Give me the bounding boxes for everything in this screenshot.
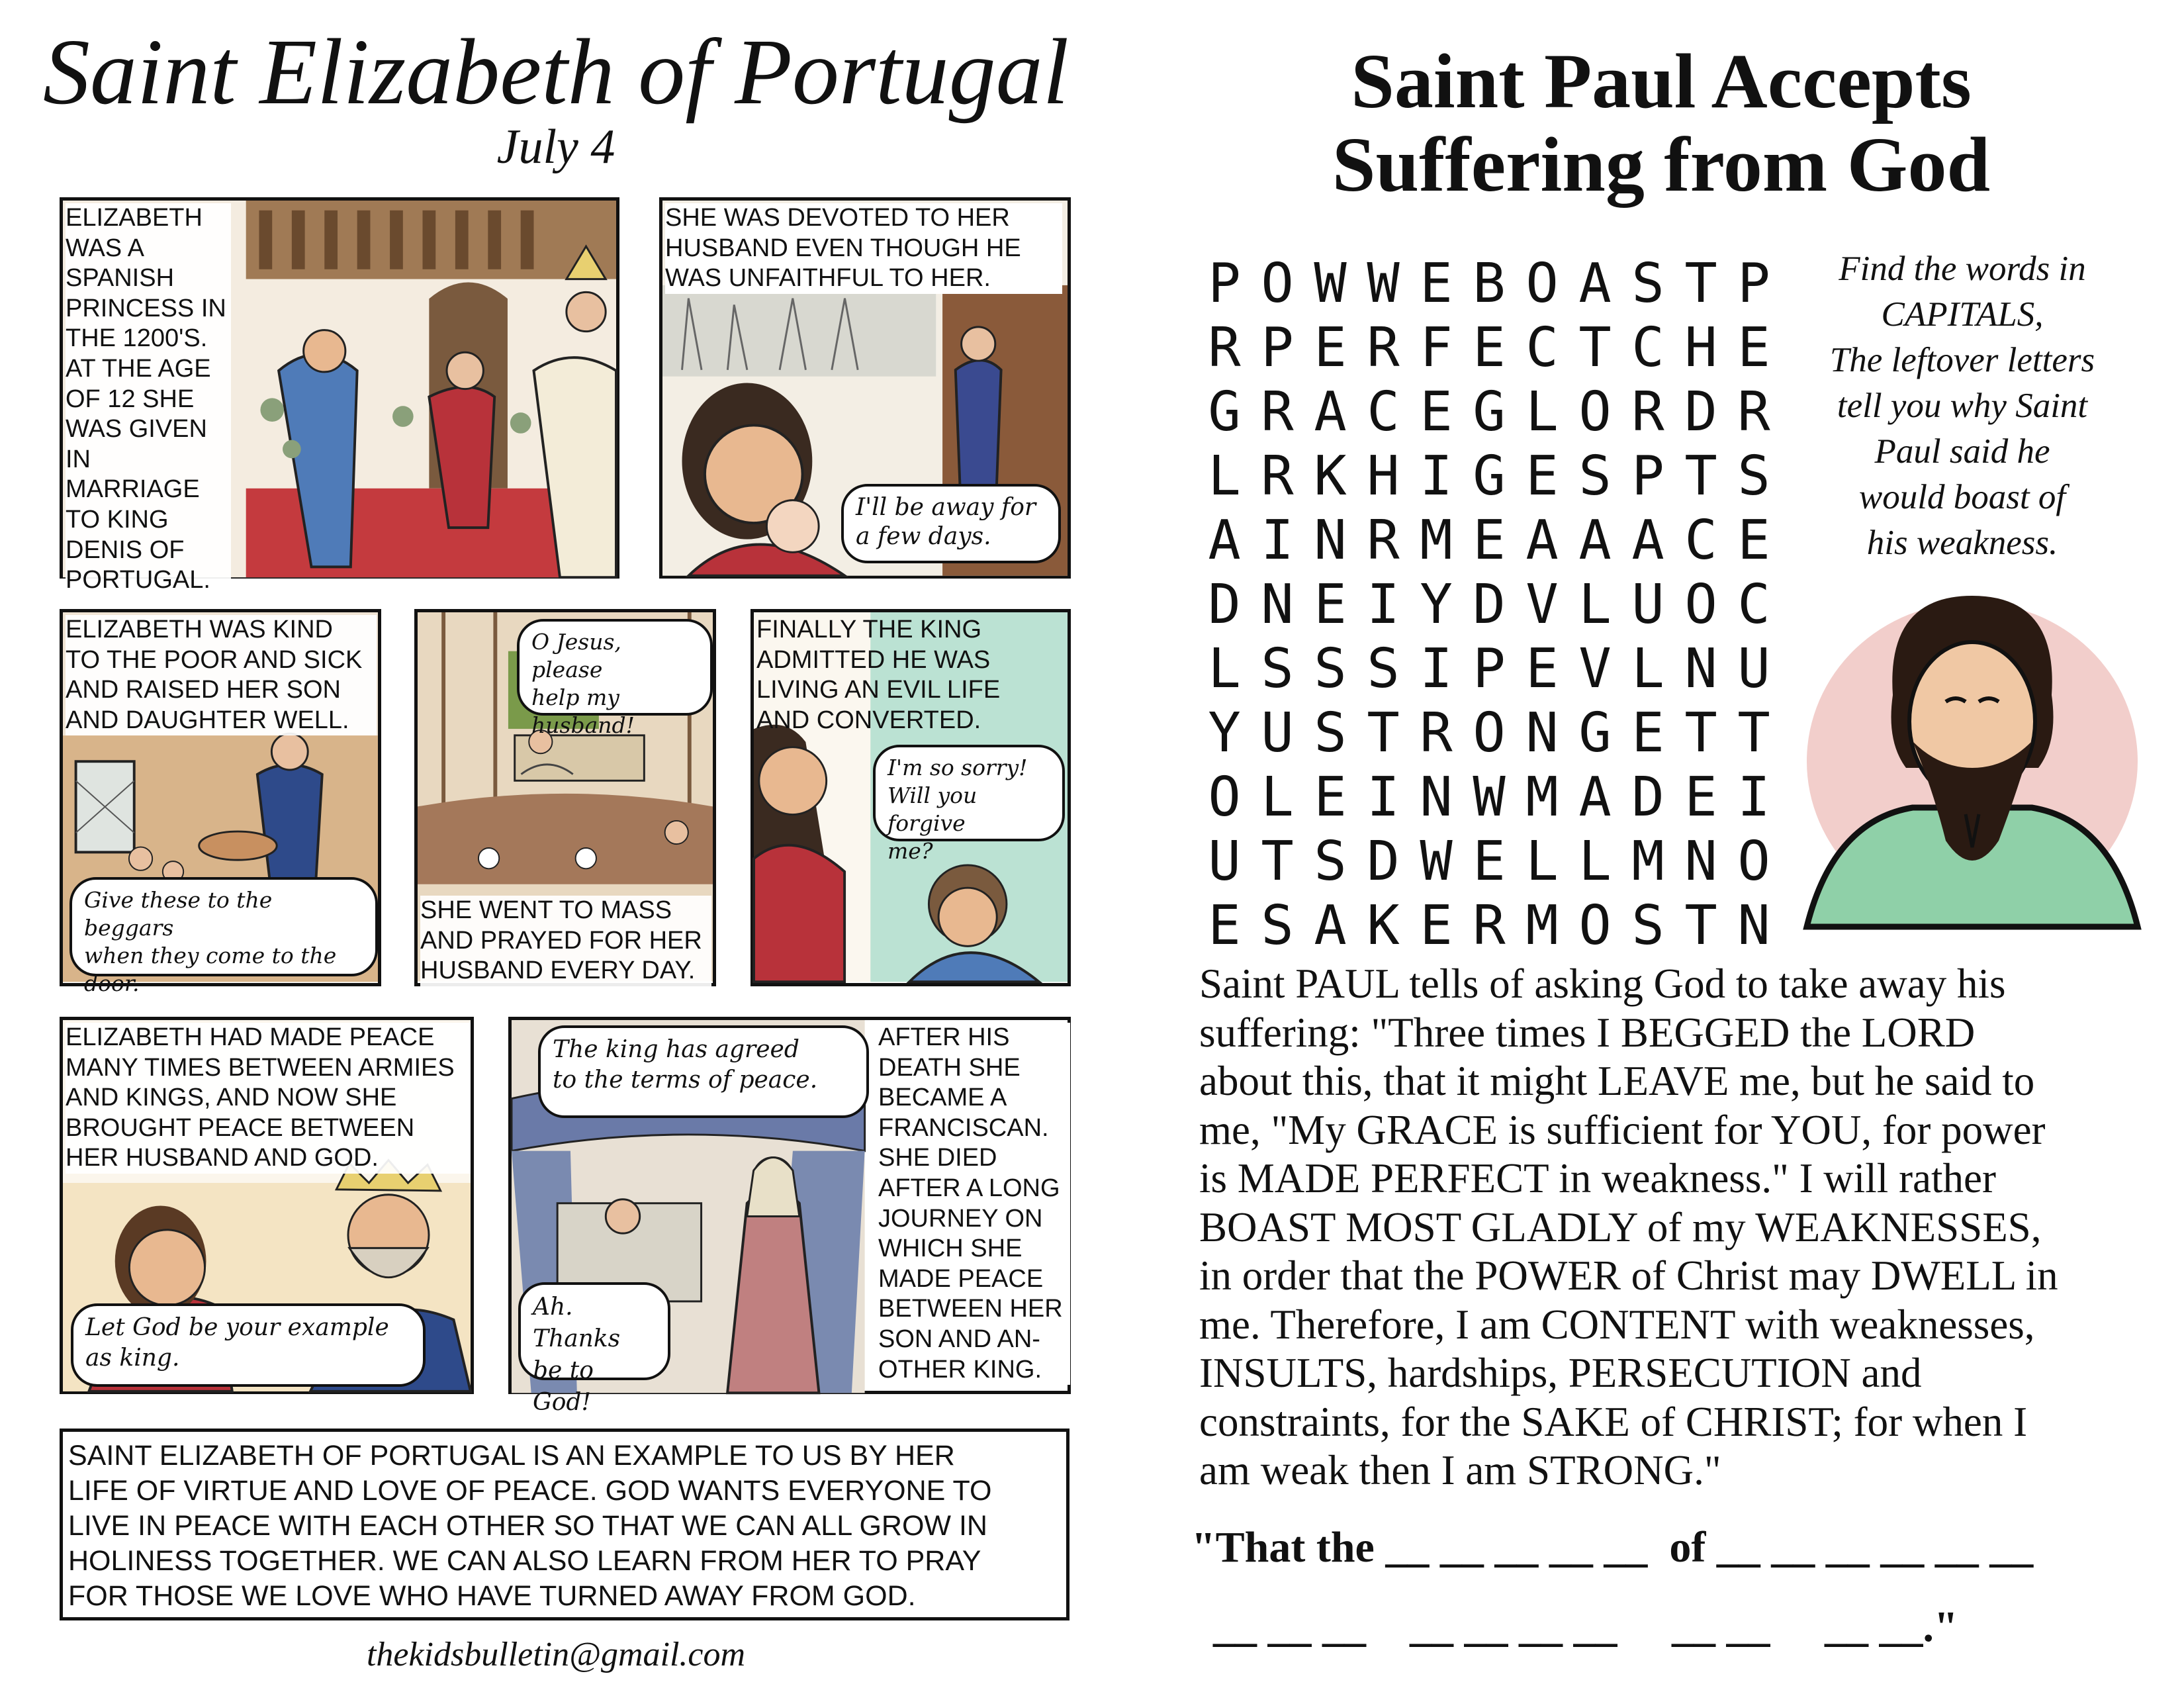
- word-search-letter[interactable]: I: [1420, 637, 1453, 700]
- word-search-letter[interactable]: N: [1420, 766, 1453, 829]
- word-search-letter[interactable]: I: [1367, 573, 1400, 636]
- word-search-letter[interactable]: D: [1631, 766, 1664, 829]
- word-search-letter[interactable]: O: [1684, 573, 1717, 636]
- word-search-letter[interactable]: T: [1684, 702, 1717, 765]
- word-search-letter[interactable]: E: [1684, 766, 1717, 829]
- word-search-letter[interactable]: E: [1473, 316, 1506, 379]
- panel-3-caption: ELIZABETH WAS KIND TO THE POOR AND SICK AND RAISED HER SON AND DAUGHTER WELL.: [66, 615, 377, 735]
- word-search-row: [1198, 701, 1780, 765]
- word-search-letter[interactable]: W: [1420, 830, 1453, 893]
- word-search-letter[interactable]: O: [1473, 702, 1506, 765]
- word-search-letter[interactable]: G: [1208, 381, 1241, 444]
- word-search-letter[interactable]: C: [1525, 316, 1559, 379]
- word-search-letter[interactable]: A: [1314, 381, 1347, 444]
- word-search-letter[interactable]: K: [1314, 445, 1347, 508]
- word-search-letter[interactable]: C: [1631, 316, 1664, 379]
- word-search-letter[interactable]: A: [1208, 509, 1241, 572]
- word-search-row: [1198, 829, 1780, 894]
- word-search-letter[interactable]: S: [1261, 637, 1294, 700]
- word-search-letter[interactable]: E: [1473, 509, 1506, 572]
- word-search-letter[interactable]: B: [1473, 252, 1506, 315]
- word-search-letter[interactable]: W: [1473, 766, 1506, 829]
- comic-panel-4: [414, 609, 716, 986]
- panel-3-speech-bubble: Give these to the beggars when they come to the door.: [69, 877, 378, 976]
- comic-panel-5: [751, 609, 1071, 986]
- word-search-row: [1198, 573, 1780, 637]
- comic-panel-3: [60, 609, 381, 996]
- word-search-instructions: Find the words in CAPITALS, The leftover letters tell you why Saint Paul said he would boast of his weakness.: [1829, 250, 2095, 562]
- word-search-letter[interactable]: O: [1737, 830, 1770, 893]
- word-search-letter[interactable]: G: [1473, 381, 1506, 444]
- word-search-letter[interactable]: N: [1261, 573, 1294, 636]
- panel-1-caption: ELIZABETH WAS A SPANISH PRINCESS IN THE 1200'S. AT THE AGE OF 12 SHE WAS GIVEN IN MARRIAGE TO KING DENIS OF PORTUGAL.: [66, 203, 231, 596]
- word-search-letter[interactable]: S: [1314, 702, 1347, 765]
- word-search-letter[interactable]: D: [1684, 381, 1717, 444]
- word-search-letter[interactable]: T: [1737, 702, 1770, 765]
- word-search-letter[interactable]: T: [1578, 316, 1612, 379]
- word-search-letter[interactable]: N: [1737, 894, 1770, 957]
- word-search-letter[interactable]: A: [1631, 509, 1664, 572]
- word-search-letter[interactable]: R: [1420, 702, 1453, 765]
- word-search-letter[interactable]: S: [1631, 894, 1664, 957]
- word-search-letter[interactable]: R: [1631, 381, 1664, 444]
- scripture-passage: Saint PAUL tells of asking God to take away his suffering: "Three times I BEGGED the LORD about this, that it might LEAVE me, but he said to me, "My GRACE is sufficient for YOU, for power is MADE PERFECT in weakness." I will rather BOAST MOST GLADLY of my WEAKNESSES, in order that the POWER of Christ may DWELL in me. Therefore, I am CONTENT with weaknesses, INSULTS, hardships, PERSECUTION and constraints, for the SAKE of CHRIST; for when I am weak then I am STRONG.": [1199, 961, 2058, 1493]
- word-search-letter[interactable]: O: [1578, 381, 1612, 444]
- word-search-letter[interactable]: V: [1525, 573, 1559, 636]
- page-title: Saint Elizabeth of Portugal: [42, 19, 1069, 124]
- word-search-letter[interactable]: S: [1314, 830, 1347, 893]
- word-search-letter[interactable]: F: [1420, 316, 1453, 379]
- word-search-letter[interactable]: L: [1525, 830, 1559, 893]
- word-search-letter[interactable]: W: [1367, 252, 1400, 315]
- word-search-letter[interactable]: N: [1684, 637, 1717, 700]
- word-search-letter[interactable]: C: [1367, 381, 1400, 444]
- word-search-letter[interactable]: R: [1261, 445, 1294, 508]
- word-search-letter[interactable]: L: [1261, 766, 1294, 829]
- word-search-letter[interactable]: E: [1525, 637, 1559, 700]
- panel-4-speech-bubble: O Jesus, please help my husband!: [517, 619, 713, 716]
- word-search-letter[interactable]: T: [1367, 702, 1400, 765]
- activity-title-line-1: Saint Paul Accepts: [1351, 38, 1972, 124]
- word-search-letter[interactable]: S: [1578, 445, 1612, 508]
- word-search-row: [1198, 765, 1780, 829]
- word-search-row: [1198, 380, 1780, 444]
- word-search-letter[interactable]: A: [1578, 766, 1612, 829]
- word-search-letter[interactable]: T: [1684, 894, 1717, 957]
- word-search-letter[interactable]: A: [1525, 509, 1559, 572]
- word-search-letter[interactable]: O: [1261, 252, 1294, 315]
- word-search-letter[interactable]: E: [1737, 316, 1770, 379]
- word-search-letter[interactable]: E: [1631, 702, 1664, 765]
- word-search-letter[interactable]: O: [1208, 766, 1241, 829]
- word-search-letter[interactable]: N: [1684, 830, 1717, 893]
- word-search-letter[interactable]: E: [1314, 316, 1347, 379]
- word-search-letter[interactable]: R: [1367, 509, 1400, 572]
- word-search-letter[interactable]: U: [1631, 573, 1664, 636]
- word-search-letter[interactable]: C: [1684, 509, 1717, 572]
- answer-blanks-line-1: "That the __ __ __ __ __ of __ __ __ __ __ __: [1191, 1523, 2034, 1571]
- comic-panel-1: [60, 197, 619, 594]
- word-search-letter[interactable]: V: [1578, 637, 1612, 700]
- word-search-letter[interactable]: P: [1631, 445, 1664, 508]
- panel-4-caption: SHE WENT TO MASS AND PRAYED FOR HER HUSBAND EVERY DAY.: [420, 896, 711, 986]
- word-search-letter[interactable]: G: [1578, 702, 1612, 765]
- word-search-letter[interactable]: T: [1261, 830, 1294, 893]
- panel-6-caption: ELIZABETH HAD MADE PEACE MANY TIMES BETWEEN ARMIES AND KINGS, AND NOW SHE BROUGHT PEACE BETWEEN HER HUSBAND AND GOD.: [66, 1023, 471, 1174]
- word-search-letter[interactable]: E: [1473, 830, 1506, 893]
- word-search-letter[interactable]: O: [1525, 252, 1559, 315]
- word-search-letter[interactable]: Y: [1420, 573, 1453, 636]
- feast-date: July 4: [496, 120, 615, 174]
- activity-title: [1178, 40, 2144, 207]
- word-search-letter[interactable]: M: [1525, 894, 1559, 957]
- word-search-letter[interactable]: I: [1737, 766, 1770, 829]
- word-search-letter[interactable]: I: [1367, 766, 1400, 829]
- panel-5-caption: FINALLY THE KING ADMITTED HE WAS LIVING AN EVIL LIFE AND CONVERTED.: [756, 616, 1001, 734]
- word-search-letter[interactable]: N: [1314, 509, 1347, 572]
- panel-7-caption: AFTER HIS DEATH SHE BECAME A FRANCISCAN. SHE DIED AFTER A LONG JOURNEY ON WHICH SHE MADE PEACE BETWEEN HER SON AND AN- OTHER KING.: [878, 1023, 1070, 1385]
- comic-panel-7: [508, 1017, 1071, 1416]
- word-search-letter[interactable]: L: [1578, 830, 1612, 893]
- word-search-row: [1198, 508, 1780, 573]
- word-search-letter[interactable]: P: [1208, 252, 1241, 315]
- word-search-letter[interactable]: E: [1208, 894, 1241, 957]
- word-search-letter[interactable]: D: [1208, 573, 1241, 636]
- word-search-letter[interactable]: U: [1261, 702, 1294, 765]
- word-search-letter[interactable]: L: [1208, 637, 1241, 700]
- word-search-letter[interactable]: I: [1261, 509, 1294, 572]
- saint-paul-portrait: [1780, 569, 2151, 940]
- panel-7-speech-bubble-king: The king has agreed to the terms of peace.: [538, 1025, 869, 1118]
- word-search-letter[interactable]: W: [1314, 252, 1347, 315]
- word-search-letter[interactable]: E: [1420, 252, 1453, 315]
- panel-7-speech-bubble-elizabeth: Ah. Thanks be to God!: [518, 1282, 670, 1380]
- word-search-letter[interactable]: R: [1367, 316, 1400, 379]
- word-search-letter[interactable]: E: [1420, 381, 1453, 444]
- word-search-row: [1198, 252, 1780, 316]
- comic-panel-2: [659, 197, 1071, 579]
- word-search-letter[interactable]: A: [1578, 509, 1612, 572]
- word-search-letter[interactable]: T: [1684, 445, 1717, 508]
- word-search-letter[interactable]: A: [1314, 894, 1347, 957]
- word-search-letter[interactable]: U: [1208, 830, 1241, 893]
- word-search-letter[interactable]: N: [1525, 702, 1559, 765]
- word-search-letter[interactable]: S: [1261, 894, 1294, 957]
- word-search-letter[interactable]: T: [1684, 252, 1717, 315]
- word-search-letter[interactable]: R: [1737, 381, 1770, 444]
- word-search-letter[interactable]: R: [1473, 894, 1506, 957]
- word-search-letter[interactable]: A: [1578, 252, 1612, 315]
- answer-blanks-line-2: __ __ __ __ __ __ __ __ __ __ __.": [1191, 1603, 1958, 1651]
- word-search-letter[interactable]: L: [1525, 381, 1559, 444]
- word-search-letter[interactable]: G: [1473, 445, 1506, 508]
- word-search-letter[interactable]: M: [1420, 509, 1453, 572]
- word-search-letter[interactable]: L: [1631, 637, 1664, 700]
- word-search-letter[interactable]: H: [1367, 445, 1400, 508]
- word-search-letter[interactable]: H: [1684, 316, 1717, 379]
- panel-2-speech-bubble: I'll be away for a few days.: [841, 484, 1061, 563]
- word-search-letter[interactable]: L: [1208, 445, 1241, 508]
- word-search-letter[interactable]: L: [1578, 573, 1612, 636]
- word-search-letter[interactable]: R: [1261, 381, 1294, 444]
- panel-5-speech-bubble: I'm so sorry! Will you forgive me?: [873, 745, 1065, 841]
- panel-6-speech-bubble: Let God be your example as king.: [71, 1303, 426, 1387]
- word-search-letter[interactable]: E: [1737, 509, 1770, 572]
- word-search-letter[interactable]: P: [1261, 316, 1294, 379]
- word-search-letter[interactable]: D: [1473, 573, 1506, 636]
- word-search-letter[interactable]: E: [1314, 766, 1347, 829]
- word-search-row: [1198, 637, 1780, 701]
- panel-2-caption: SHE WAS DEVOTED TO HER HUSBAND EVEN THOUGH HE WAS UNFAITHFUL TO HER.: [665, 203, 1062, 294]
- comic-panel-6: [60, 1017, 474, 1394]
- word-search-letter[interactable]: Y: [1208, 702, 1241, 765]
- word-search-letter[interactable]: M: [1525, 766, 1559, 829]
- word-search-letter[interactable]: O: [1578, 894, 1612, 957]
- word-search-grid: [1198, 252, 1780, 958]
- contact-email: thekidsbulletin@gmail.com: [366, 1636, 746, 1673]
- word-search-letter[interactable]: P: [1737, 252, 1770, 315]
- summary-box: SAINT ELIZABETH OF PORTUGAL IS AN EXAMPLE TO US BY HER LIFE OF VIRTUE AND LOVE OF PEACE. GOD WANTS EVERYONE TO LIVE IN PEACE WITH EACH OTHER SO THAT WE CAN ALL GROW IN HOLINESS TOGETHER. WE CAN ALSO LEARN FROM HER TO PRAY FOR THOSE WE LOVE WHO HAVE TURNED AWAY FROM GOD.: [60, 1429, 1069, 1620]
- word-search-row: [1198, 444, 1780, 508]
- word-search-letter[interactable]: R: [1208, 316, 1241, 379]
- word-search-letter[interactable]: M: [1631, 830, 1664, 893]
- word-search-letter[interactable]: C: [1737, 573, 1770, 636]
- word-search-letter[interactable]: E: [1420, 894, 1453, 957]
- word-search-letter[interactable]: E: [1314, 573, 1347, 636]
- word-search-letter[interactable]: K: [1367, 894, 1400, 957]
- word-search-letter[interactable]: D: [1367, 830, 1400, 893]
- word-search-letter[interactable]: S: [1631, 252, 1664, 315]
- word-search-letter[interactable]: U: [1737, 637, 1770, 700]
- word-search-letter[interactable]: S: [1737, 445, 1770, 508]
- word-search-row: [1198, 894, 1780, 958]
- word-search-letter[interactable]: S: [1314, 637, 1347, 700]
- word-search-letter[interactable]: E: [1525, 445, 1559, 508]
- word-search-letter[interactable]: I: [1420, 445, 1453, 508]
- word-search-letter[interactable]: P: [1473, 637, 1506, 700]
- word-search-row: [1198, 316, 1780, 380]
- word-search-letter[interactable]: S: [1367, 637, 1400, 700]
- activity-title-line-2: Suffering from God: [1332, 121, 1991, 208]
